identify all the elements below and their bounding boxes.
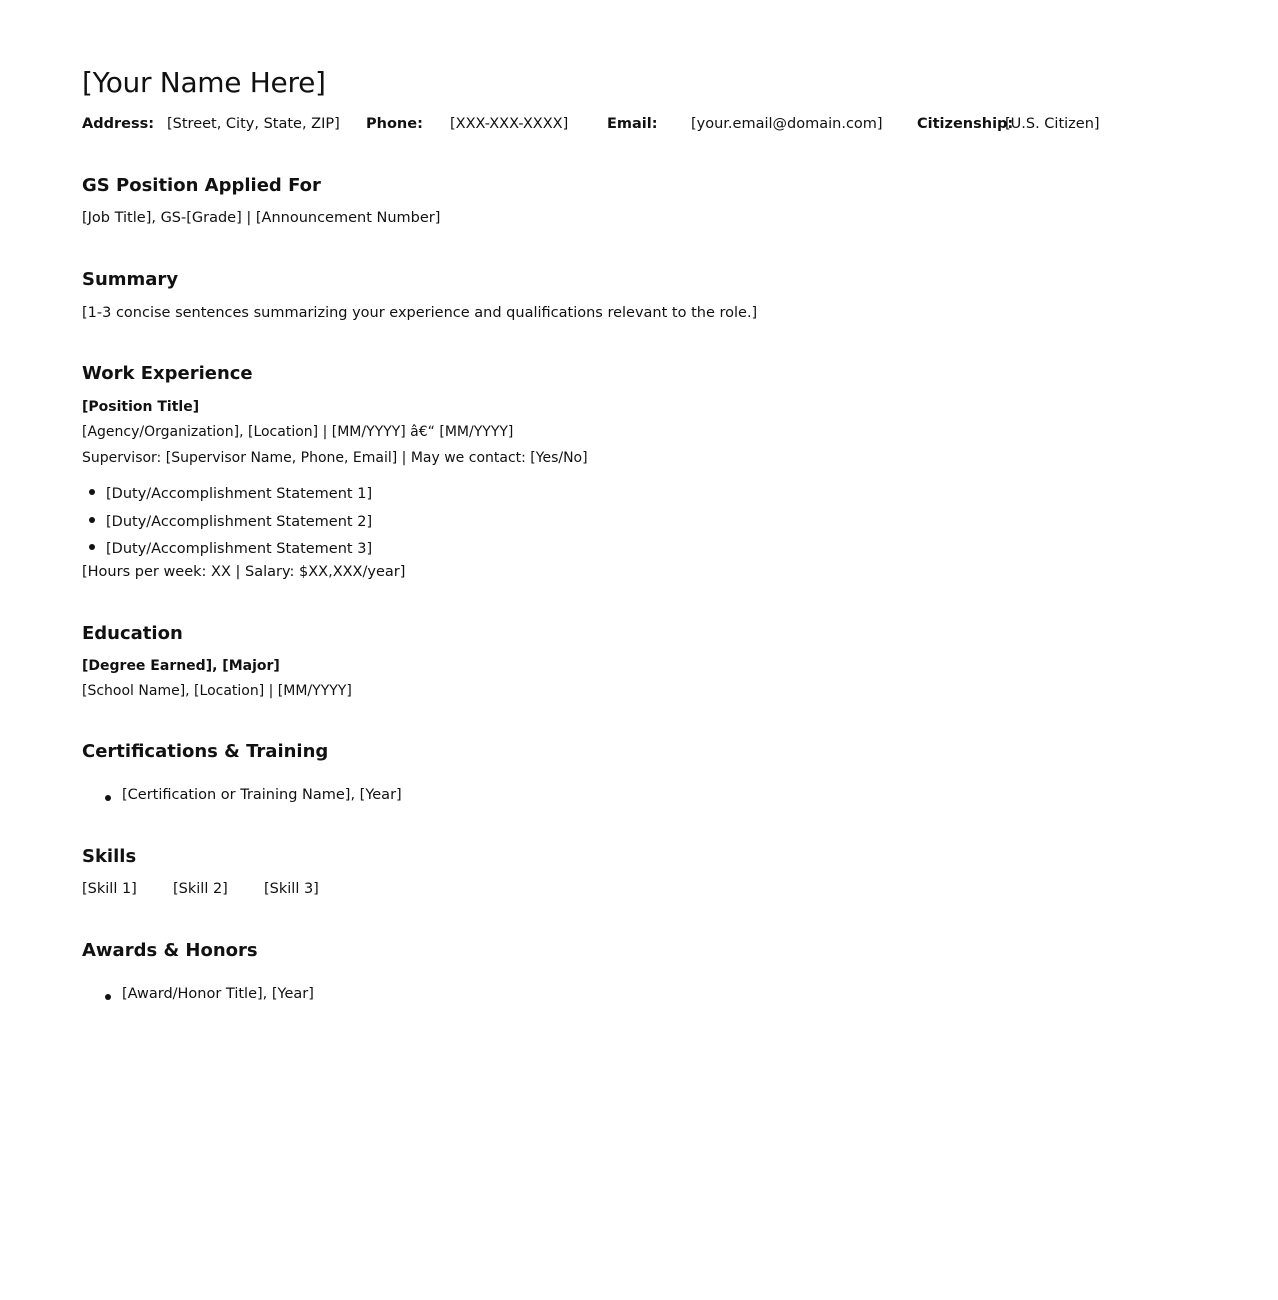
certifications-heading: Certifications & Training (82, 741, 329, 762)
skills-heading: Skills (82, 846, 137, 867)
work-supervisor: Supervisor: [Supervisor Name, Phone, Email] | May we contact: [Yes/No] (82, 450, 588, 466)
degree: [Degree Earned], [Major] (82, 658, 280, 674)
education-heading: Education (82, 623, 183, 644)
list-item: [Duty/Accomplishment Statement 3] (106, 536, 372, 564)
summary-heading: Summary (82, 269, 179, 290)
email-value: [your.email@domain.com] (691, 116, 883, 132)
work-org: [Agency/Organization], [Location] | [MM/YYYY] â€“ [MM/YYYY] (82, 424, 514, 440)
email-label: Email: (607, 116, 658, 132)
certifications-list (122, 787, 402, 803)
list-item: [Certification or Training Name], [Year] (122, 787, 402, 803)
awards-heading: Awards & Honors (82, 940, 258, 961)
work-heading: Work Experience (82, 363, 253, 384)
phone-label: Phone: (366, 116, 423, 132)
work-hours: [Hours per week: XX | Salary: $XX,XXX/year] (82, 564, 406, 580)
list-item: [Duty/Accomplishment Statement 2] (106, 509, 372, 537)
phone-value: [XXX-XXX-XXXX] (450, 116, 569, 132)
summary-text: [1-3 concise sentences summarizing your experience and qualifications relevant to the role.] (82, 305, 758, 321)
awards-list (122, 986, 314, 1002)
skill-item: [Skill 1] (82, 881, 137, 897)
citizenship-value: [U.S. Citizen] (1005, 116, 1100, 132)
skill-item: [Skill 2] (173, 881, 228, 897)
duty-list (106, 481, 372, 564)
skill-item: [Skill 3] (264, 881, 319, 897)
position-heading: GS Position Applied For (82, 175, 321, 196)
school: [School Name], [Location] | [MM/YYYY] (82, 683, 352, 699)
address-value: [Street, City, State, ZIP] (167, 116, 340, 132)
resume-name: [Your Name Here] (82, 66, 326, 99)
list-item: [Duty/Accomplishment Statement 1] (106, 481, 372, 509)
citizenship-label: Citizenship: (917, 116, 1014, 132)
list-item: [Award/Honor Title], [Year] (122, 986, 314, 1002)
position-text: [Job Title], GS-[Grade] | [Announcement Number] (82, 210, 441, 226)
address-label: Address: (82, 116, 155, 132)
position-title: [Position Title] (82, 399, 200, 415)
